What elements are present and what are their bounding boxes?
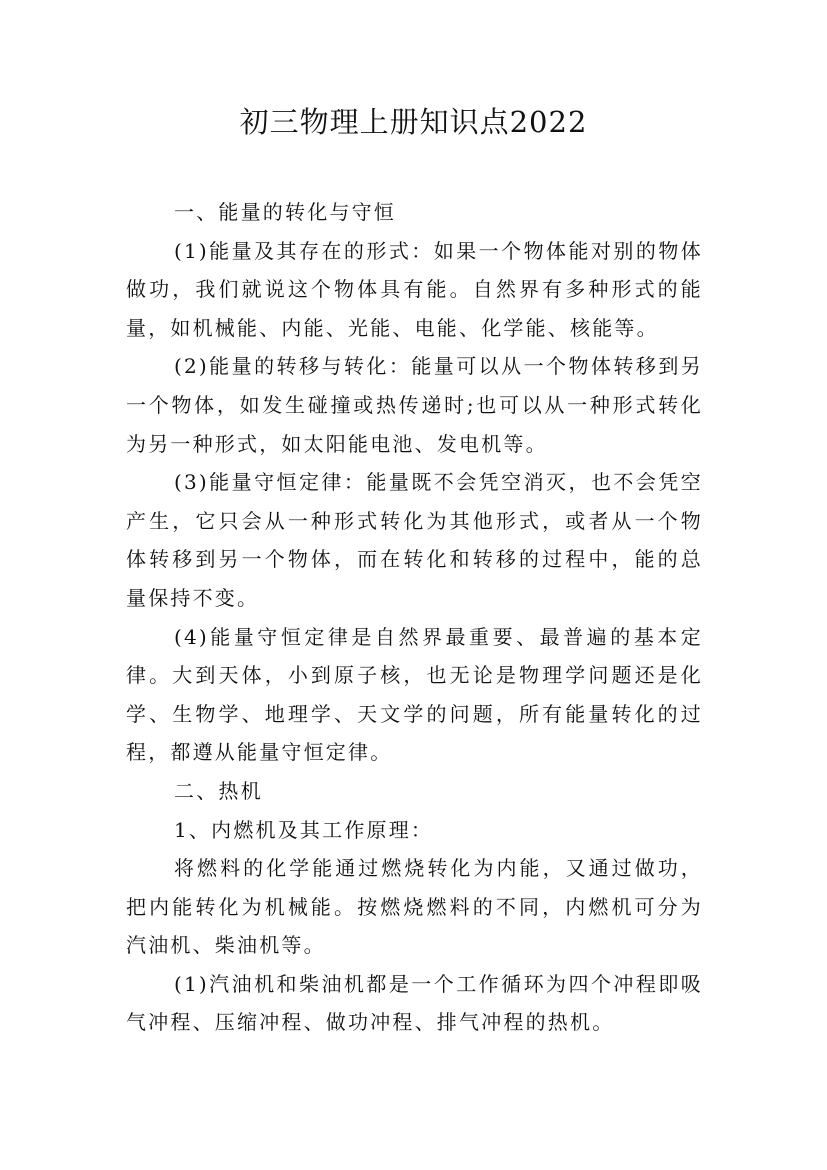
paragraph: (4)能量守恒定律是自然界最重要、最普遍的基本定律。大到天体，小到原子核，也无论是物理学问题还是化学、生物学、地理学、天文学的问题，所有能量转化的过程，都遵从能量守恒定律。 <box>126 624 703 765</box>
document-body <box>126 193 703 1042</box>
paragraph: (1)汽油机和柴油机都是一个工作循环为四个冲程即吸气冲程、压缩冲程、做功冲程、排气冲程的热机。 <box>126 971 703 1035</box>
paragraph: 将燃料的化学能通过燃烧转化为内能，又通过做功，把内能转化为机械能。按燃烧燃料的不同，内燃机可分为汽油机、柴油机等。 <box>126 856 703 958</box>
section-heading-heat-engine: 二、热机 <box>174 778 263 803</box>
document-title: 初三物理上册知识点2022 <box>239 105 588 139</box>
section-heading-energy: 一、能量的转化与守恒 <box>174 200 396 224</box>
paragraph: (2)能量的转移与转化：能量可以从一个物体转移到另一个物体，如发生碰撞或热传递时;也可以从一种形式转化为另一种形式，如太阳能电池、发电机等。 <box>126 354 703 456</box>
paragraph: (3)能量守恒定律：能量既不会凭空消灭，也不会凭空产生，它只会从一种形式转化为其他形式，或者从一个物体转移到另一个物体，而在转化和转移的过程中，能的总量保持不变。 <box>126 470 703 610</box>
paragraph: (1)能量及其存在的形式：如果一个物体能对别的物体做功，我们就说这个物体具有能。自然界有多种形式的能量，如机械能、内能、光能、电能、化学能、核能等。 <box>126 238 703 340</box>
subsection-heading: 1、内燃机及其工作原理： <box>174 817 434 842</box>
